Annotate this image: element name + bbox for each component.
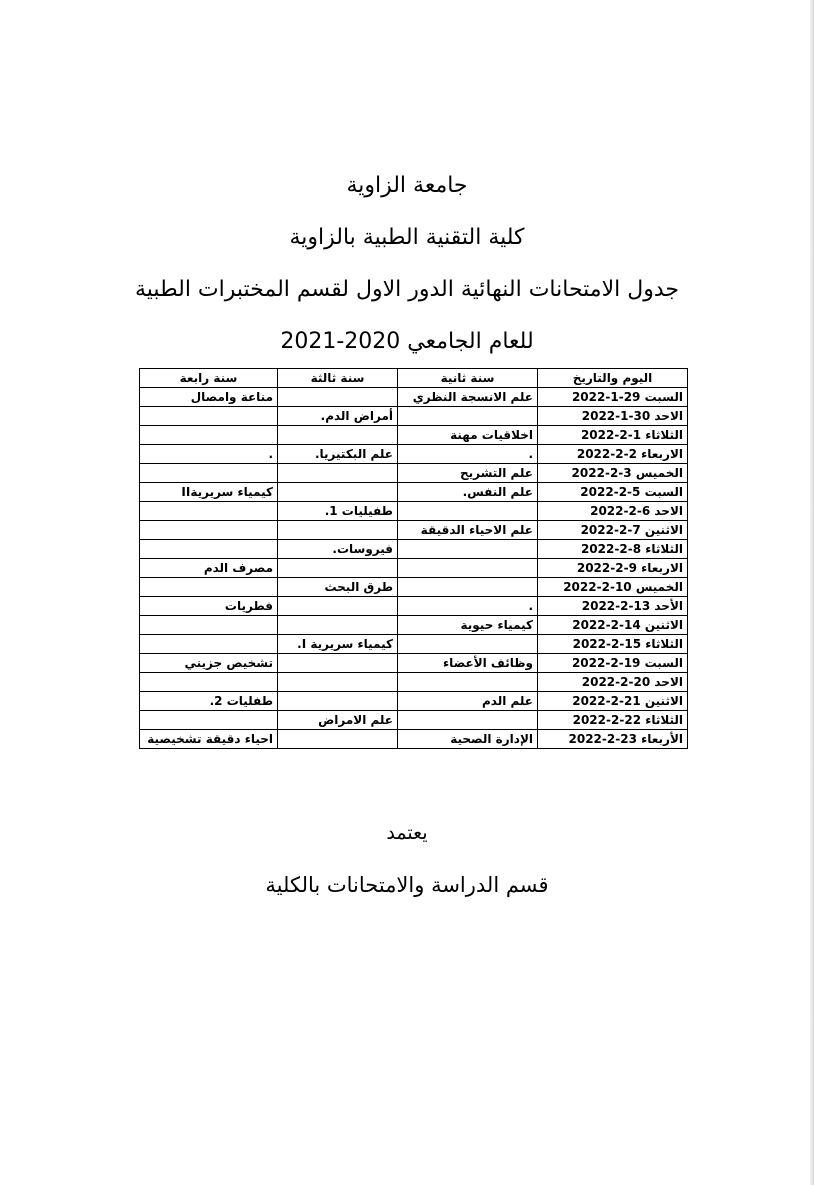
- year-three-cell: [278, 616, 398, 635]
- day-date-cell: الاثنين 7-2-2022: [538, 521, 688, 540]
- year-two-cell: علم الاحياء الدقيقة: [398, 521, 538, 540]
- year-two-cell: [398, 635, 538, 654]
- year-four-cell: [140, 711, 278, 730]
- exam-schedule-table: [139, 368, 688, 749]
- header-year-four: سنة رابعة: [140, 369, 278, 388]
- day-date-cell: الأحد 13-2-2022: [538, 597, 688, 616]
- day-date-cell: السبت 19-2-2022: [538, 654, 688, 673]
- year-three-cell: [278, 464, 398, 483]
- year-four-cell: مصرف الدم: [140, 559, 278, 578]
- schedule-title: جدول الامتحانات النهائية الدور الاول لقسم المختبرات الطبية: [135, 277, 679, 302]
- year-two-cell: [398, 502, 538, 521]
- day-date-cell: الثلاثاء 15-2-2022: [538, 635, 688, 654]
- academic-year: للعام الجامعي 2020-2021: [280, 329, 534, 354]
- year-four-cell: فطريات: [140, 597, 278, 616]
- year-three-cell: [278, 388, 398, 407]
- table-row: [140, 730, 688, 749]
- day-date-cell: الأربعاء 23-2-2022: [538, 730, 688, 749]
- year-three-cell: علم الامراض: [278, 711, 398, 730]
- table-row: [140, 426, 688, 445]
- table-row: [140, 464, 688, 483]
- table-row: [140, 692, 688, 711]
- year-three-cell: علم البكتيريا.: [278, 445, 398, 464]
- table-row: [140, 654, 688, 673]
- year-two-cell: [398, 673, 538, 692]
- year-four-cell: [140, 464, 278, 483]
- year-four-cell: [140, 426, 278, 445]
- year-four-cell: .: [140, 445, 278, 464]
- year-three-cell: [278, 597, 398, 616]
- year-four-cell: كيمياء سريريةII: [140, 483, 278, 502]
- year-two-cell: علم التشريح: [398, 464, 538, 483]
- table-row: [140, 521, 688, 540]
- year-three-cell: [278, 654, 398, 673]
- year-three-cell: [278, 521, 398, 540]
- year-four-cell: طفليات 2.: [140, 692, 278, 711]
- day-date-cell: الاثنين 21-2-2022: [538, 692, 688, 711]
- year-four-cell: تشخيص جزيني: [140, 654, 278, 673]
- year-four-cell: [140, 540, 278, 559]
- table-row: [140, 483, 688, 502]
- year-two-cell: [398, 559, 538, 578]
- year-two-cell: علم الدم: [398, 692, 538, 711]
- table-row: [140, 635, 688, 654]
- year-three-cell: فيروسات.: [278, 540, 398, 559]
- year-two-cell: [398, 407, 538, 426]
- year-two-cell: .: [398, 445, 538, 464]
- table-row: [140, 388, 688, 407]
- year-four-cell: [140, 616, 278, 635]
- year-two-cell: .: [398, 597, 538, 616]
- year-two-cell: [398, 711, 538, 730]
- year-three-cell: طفيليات 1.: [278, 502, 398, 521]
- day-date-cell: الاحد 20-2-2022: [538, 673, 688, 692]
- approval-label: يعتمد: [386, 822, 428, 844]
- day-date-cell: الاربعاء 9-2-2022: [538, 559, 688, 578]
- table-row: [140, 673, 688, 692]
- table-body: [140, 388, 688, 749]
- year-four-cell: [140, 521, 278, 540]
- day-date-cell: الثلاثاء 8-2-2022: [538, 540, 688, 559]
- table-row: [140, 445, 688, 464]
- day-date-cell: الخميس 3-2-2022: [538, 464, 688, 483]
- year-three-cell: [278, 426, 398, 445]
- header-day-date: اليوم والتاريخ: [538, 369, 688, 388]
- day-date-cell: الاثنين 14-2-2022: [538, 616, 688, 635]
- table-row: [140, 559, 688, 578]
- header-year-two: سنة ثانية: [398, 369, 538, 388]
- year-two-cell: اخلاقيات مهنة: [398, 426, 538, 445]
- year-four-cell: احياء دقيقة تشخيصية: [140, 730, 278, 749]
- year-three-cell: أمراض الدم.: [278, 407, 398, 426]
- table-row: [140, 616, 688, 635]
- table-row: [140, 711, 688, 730]
- year-three-cell: [278, 730, 398, 749]
- table-row: [140, 407, 688, 426]
- table-row: [140, 597, 688, 616]
- year-two-cell: كيمياء حيوية: [398, 616, 538, 635]
- year-four-cell: مناعة وامصال: [140, 388, 278, 407]
- day-date-cell: الاربعاء 2-2-2022: [538, 445, 688, 464]
- year-four-cell: [140, 578, 278, 597]
- day-date-cell: السبت 5-2-2022: [538, 483, 688, 502]
- year-two-cell: علم النفس.: [398, 483, 538, 502]
- header-year-three: سنة ثالثة: [278, 369, 398, 388]
- year-four-cell: [140, 502, 278, 521]
- day-date-cell: الاحد 30-1-2022: [538, 407, 688, 426]
- table-row: [140, 540, 688, 559]
- day-date-cell: الثلاثاء 22-2-2022: [538, 711, 688, 730]
- year-three-cell: [278, 559, 398, 578]
- day-date-cell: الثلاثاء 1-2-2022: [538, 426, 688, 445]
- table-row: [140, 502, 688, 521]
- year-four-cell: [140, 673, 278, 692]
- college-name: كلية التقنية الطبية بالزاوية: [289, 225, 525, 250]
- document-footer: [0, 818, 814, 900]
- year-three-cell: [278, 673, 398, 692]
- year-four-cell: [140, 407, 278, 426]
- year-two-cell: [398, 578, 538, 597]
- year-three-cell: [278, 692, 398, 711]
- day-date-cell: الخميس 10-2-2022: [538, 578, 688, 597]
- year-three-cell: كيمياء سريرية I.: [278, 635, 398, 654]
- year-two-cell: علم الانسجة النظري: [398, 388, 538, 407]
- year-three-cell: [278, 483, 398, 502]
- document-header: [0, 160, 814, 368]
- day-date-cell: السبت 29-1-2022: [538, 388, 688, 407]
- year-four-cell: [140, 635, 278, 654]
- day-date-cell: الاحد 6-2-2022: [538, 502, 688, 521]
- year-three-cell: طرق البحث: [278, 578, 398, 597]
- table-row: [140, 578, 688, 597]
- year-two-cell: وظائف الأعضاء: [398, 654, 538, 673]
- year-two-cell: الإدارة الصحية: [398, 730, 538, 749]
- university-name: جامعة الزاوية: [346, 173, 468, 198]
- year-two-cell: [398, 540, 538, 559]
- table-header-row: [140, 369, 688, 388]
- department-name: قسم الدراسة والامتحانات بالكلية: [265, 873, 549, 897]
